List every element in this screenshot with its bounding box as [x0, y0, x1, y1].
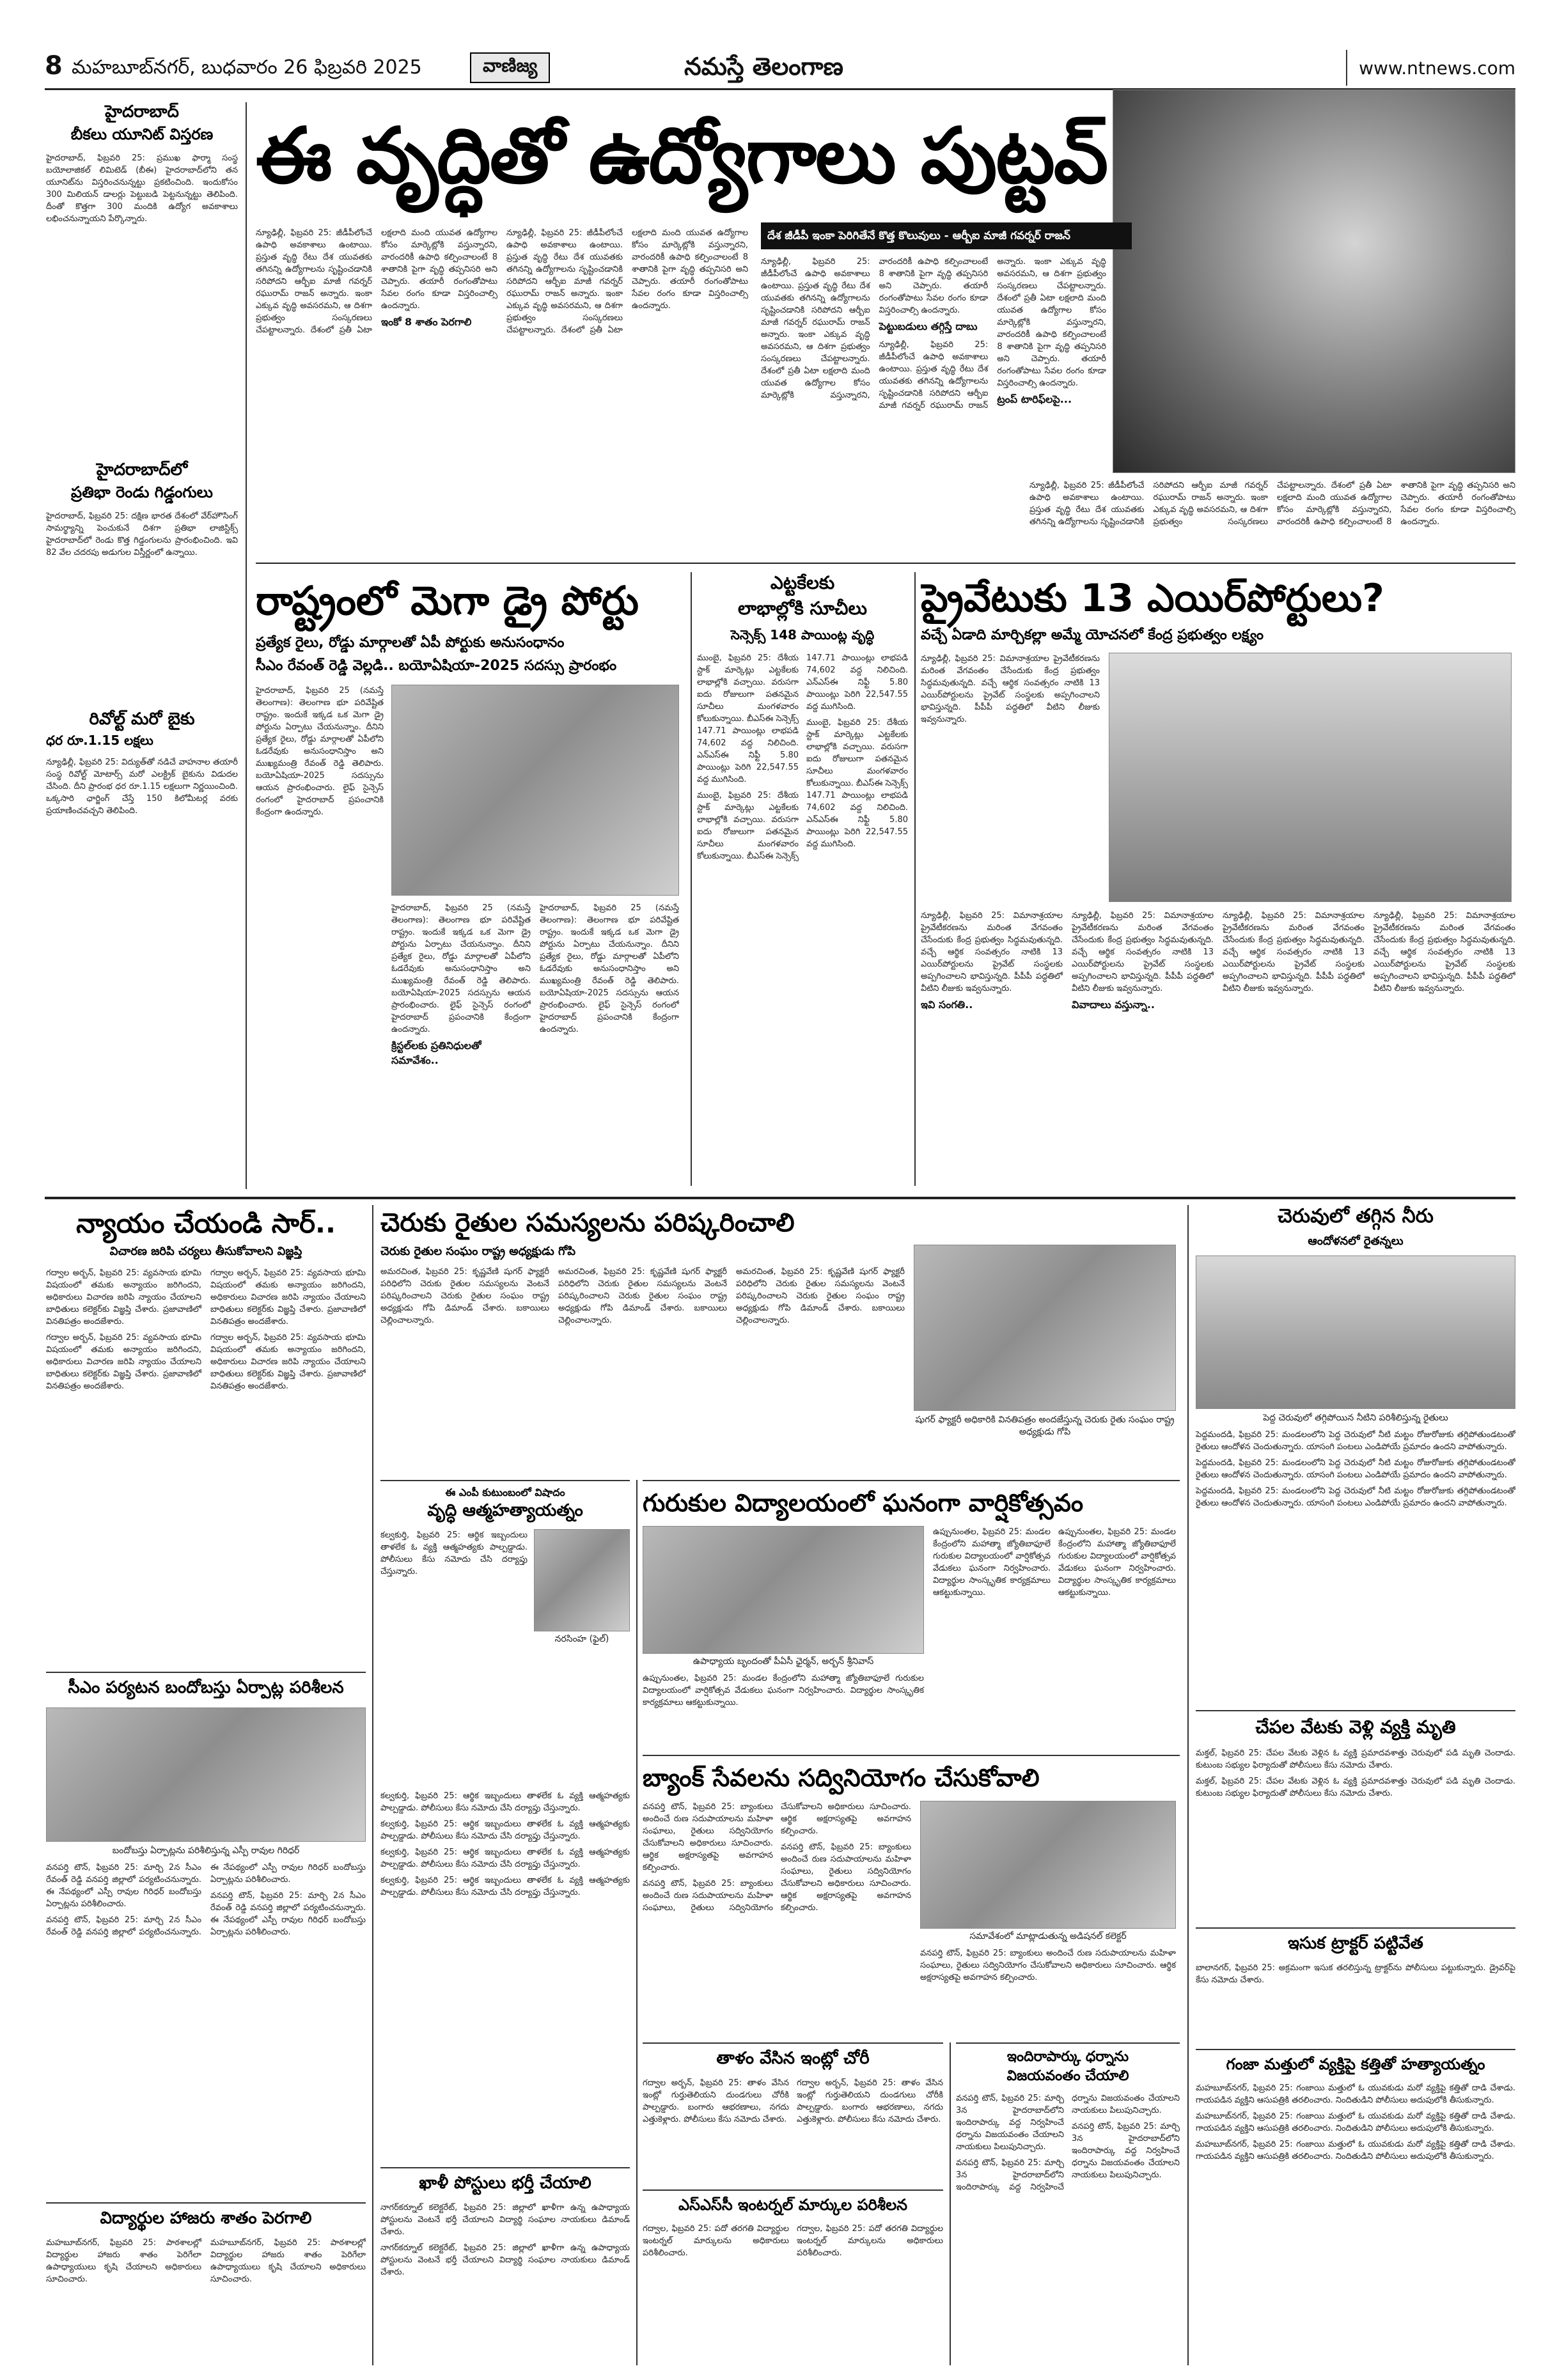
khali-headline: ఖాళీ పోస్టులు భర్తీ చేయాలి — [419, 2174, 591, 2193]
ganja-body: మహబూబ్‌నగర్, ఫిబ్రవరి 25: గంజాయి మత్తులో ఓ యువకుడు మరో వ్యక్తిపై కత్తితో దాడి చేశాడు. గాయపడిన వ్యక్తిని ఆసుపత్రికి తరలించారు. నిందితుడిని పోలీసులు అదుపులోకి తీసుకున్నారు. — [1196, 2083, 1515, 2105]
lead-body-bottom — [1029, 479, 1515, 569]
suicide-body-2: కల్వకుర్తి, ఫిబ్రవరి 25: ఆర్థిక ఇబ్బందులు తాళలేక ఓ వ్యక్తి ఆత్మహత్యకు పాల్పడ్డాడు. పోలీసులు కేసు నమోదు చేసి దర్యాప్తు చేస్తున్నారు. — [380, 1791, 630, 1813]
pond-caption: పెద్ద చెరువులో తగ్గిపోయిన నీటిని పరిశీలిస్తున్న రైతులు — [1263, 1413, 1448, 1423]
sugarcane-photo — [914, 1245, 1176, 1411]
lead-deck-text: దేశ జీడీపీ ఇంకా పెరిగితేనే కొత్త కొలువులు - ఆర్బీఐ మాజీ గవర్నర్ రాజన్ — [767, 229, 1070, 242]
suicide-body-5: కల్వకుర్తి, ఫిబ్రవరి 25: ఆర్థిక ఇబ్బందులు తాళలేక ఓ వ్యక్తి ఆత్మహత్యకు పాల్పడ్డాడు. పోలీసులు కేసు నమోదు చేసి దర్యాప్తు చేస్తున్నారు. — [380, 1876, 630, 1897]
market-headline-3: సెన్సెక్స్ 148 పాయింట్ల వృద్ధి — [730, 627, 875, 642]
district-section-rule — [45, 1197, 1515, 1199]
police-inspection-photo — [46, 1707, 366, 1842]
khali-body: నాగర్‌కర్నూల్ కలెక్టరేట్, ఫిబ్రవరి 25: జిల్లాలో ఖాళీగా ఉన్న ఉపాధ్యాయ పోస్టులను వెంటనే భర్తీ చేయాలని విద్యార్థి సంఘాల నాయకులు డిమాండ్ చేశారు. — [380, 2203, 630, 2237]
airports-subhead-2: వివాదాలు వస్తున్నా.. — [1072, 999, 1155, 1011]
nyayam-deck: విచారణ జరిపి చర్యలు తీసుకోవాలని విజ్ఞప్తి — [109, 1245, 302, 1258]
raghuram-rajan-photo — [1113, 89, 1515, 473]
lead-body-text-3: న్యూఢిల్లీ, ఫిబ్రవరి 25: జీడీపీలోంచే ఉపాధి అవకాశాలు ఉంటాయి. ప్రస్తుత వృద్ధి రేటు దేశ యువతకు తగినన్ని ఉద్యోగాలను సృష్టించడానికి సరిపోదని ఆర్బీఐ మాజీ గవర్నర్ రఘురామ్ రాజన్ అన్నారు. ఇంకా ఎక్కువ వృద్ధి అవసరమని, ఆ దిశగా ప్రభుత్వం సంస్కరణలు చేపట్టాలన్నారు. దేశంలో ప్రతీ ఏటా లక్షలాది మంది యువత ఉద్యోగాల కోసం మార్కెట్లోకి వస్తున్నారని, వారందరికీ ఉపాధి కల్పించాలంటే 8 శాతానికి పైగా వృద్ధి తప్పనిసరి అని చెప్పారు. తయారీ రంగంతోపాటు సేవల రంగం కూడా విస్తరించాల్సి ఉందన్నారు. — [761, 257, 989, 400]
dry-port-subhead: క్రిస్టల్‌లకు ప్రతినిధులతో సమావేశం.. — [391, 1039, 481, 1066]
tractor-story — [1196, 1927, 1515, 2042]
sugarcane-deck: చెరుకు రైతుల సంఘం రాష్ట్ర అధ్యక్షుడు గోపి — [380, 1245, 576, 1258]
airports-body-5: న్యూఢిల్లీ, ఫిబ్రవరి 25: విమానాశ్రయాల ప్రైవేటీకరణను మరింత వేగవంతం చేసేందుకు కేంద్ర ప్రభుత్వం సిద్ధమవుతున్నది. వచ్చే ఆర్థిక సంవత్సరం నాటికి 13 ఎయిర్‌పోర్టులను ప్రైవేట్ సంస్థలకు అప్పగించాలని భావిస్తున్నది. పీపీపీ పద్ధతిలో వీటిని లీజుకు ఇవ్వనున్నారు. — [1373, 911, 1515, 993]
brief-headline: రివోల్ట్ మరో బైకు — [89, 710, 195, 729]
gurukul-caption: ఉపాధ్యాయ బృందంతో పీఏసీ ఛైర్మన్, అర్బన్ శ్రీనివాస్ — [692, 1656, 874, 1667]
cm-tour-body: వనపర్తి టౌన్, ఫిబ్రవరి 25: మార్చి 2న సీఎం రేవంత్ రెడ్డి వనపర్తి జిల్లాలో పర్యటించనున్నారు. ఈ నేపథ్యంలో ఎస్పీ రావుల గిరిధర్ బందోబస్తు ఏర్పాట్లను పరిశీలించారు. — [46, 1863, 201, 1909]
suicide-caption: నరసింహ (ఫైల్) — [554, 1634, 609, 1644]
cm-tour-body-2: వనపర్తి టౌన్, ఫిబ్రవరి 25: మార్చి 2న సీఎం రేవంత్ రెడ్డి వనపర్తి జిల్లాలో పర్యటించనున్నారు. ఈ నేపథ్యంలో ఎస్పీ రావుల గిరిధర్ బందోబస్తు ఏర్పాట్లను పరిశీలించారు. — [46, 1863, 366, 1937]
brief-subheadline: ధర రూ.1.15 లక్షలు — [46, 733, 153, 748]
brief-headline: హైదరాబాద్‌లో — [96, 460, 188, 479]
brief-body: హైదరాబాద్, ఫిబ్రవరి 25: ప్రముఖ ఫార్మా సంస్థ బయోలాజికల్ లిమిటెడ్ (బీఈ) హైదరాబాద్‌లోని తన యూనిట్‌ను విస్తరించనున్నట్టు ప్రకటించింది. ఇందుకోసం 300 మిలియన్ డాలర్లు పెట్టుబడి పెట్టనున్నట్టు తెలిపింది. దీంతో కొత్తగా 300 మందికి ఉద్యోగ అవకాశాలు లభించనున్నాయని పేర్కొన్నారు. — [46, 153, 238, 224]
website-url: www.ntnews.com — [1359, 58, 1515, 79]
airports-body-2: న్యూఢిల్లీ, ఫిబ్రవరి 25: విమానాశ్రయాల ప్రైవేటీకరణను మరింత వేగవంతం చేసేందుకు కేంద్ర ప్రభుత్వం సిద్ధమవుతున్నది. వచ్చే ఆర్థిక సంవత్సరం నాటికి 13 ఎయిర్‌పోర్టులను ప్రైవేట్ సంస్థలకు అప్పగించాలని భావిస్తున్నది. పీపీపీ పద్ధతిలో వీటిని లీజుకు ఇవ్వనున్నారు. — [921, 911, 1063, 993]
sugarcane-body-2: అమరచింత, ఫిబ్రవరి 25: కృష్ణవేణి షుగర్ ఫ్యాక్టరీ పరిధిలోని చెరుకు రైతుల సమస్యలను వెంటనే పరిష్కరించాలని చెరుకు రైతుల సంఘం రాష్ట్ర అధ్యక్షుడు గోపి డిమాండ్ చేశారు. బకాయిలు చెల్లించాలన్నారు. — [558, 1267, 727, 1325]
suicide-story — [380, 1480, 630, 1787]
bank-body-4: వనపర్తి టౌన్, ఫిబ్రవరి 25: బ్యాంకులు అందించే రుణ సదుపాయాలను మహిళా సంఘాలు, రైతులు సద్వినియోగం చేసుకోవాలని అధికారులు సూచించారు. ఆర్థిక అక్షరాస్యతపై అవగాహన కల్పించారు. — [920, 1948, 1176, 1982]
bank-meeting-photo — [920, 1801, 1176, 1929]
dharna-headline-1: ఇందిరాపార్కు ధర్నాను — [1006, 2049, 1129, 2065]
dry-port-deck-2: సీఎం రేవంత్ రెడ్డి వెల్లడి.. బయోఏషియా-2025 సదస్సు ప్రారంభం — [256, 658, 617, 674]
students-headline: విద్యార్థుల హాజరు శాతం పెరగాలి — [100, 2209, 312, 2228]
ganja-headline: గంజా మత్తులో వ్యక్తిపై కత్తితో హత్యాయత్నం — [1226, 2055, 1485, 2073]
brief-subheadline: ప్రతిభా రెండు గిడ్డంగులు — [71, 483, 213, 501]
death-headline: చేపల వేటకు వెళ్లి వ్యక్తి మృతి — [1255, 1716, 1456, 1738]
section-label: వాణిజ్య — [470, 52, 550, 83]
ganja-body-2: మహబూబ్‌నగర్, ఫిబ్రవరి 25: గంజాయి మత్తులో ఓ యువకుడు మరో వ్యక్తిపై కత్తితో దాడి చేశాడు. గాయపడిన వ్యక్తిని ఆసుపత్రికి తరలించారు. నిందితుడిని పోలీసులు అదుపులోకి తీసుకున్నారు. — [1196, 2112, 1515, 2133]
nyayam-body-2: గద్వాల అర్బన్, ఫిబ్రవరి 25: వ్యవసాయ భూమి విషయంలో తమకు అన్యాయం జరిగిందని, అధికారులు విచారణ జరిపి న్యాయం చేయాలని బాధితులు కలెక్టర్‌కు విజ్ఞప్తి చేశారు. ప్రజావాణిలో వినతిపత్రం అందజేశారు. — [46, 1333, 201, 1391]
dharna-body-3: వనపర్తి టౌన్, ఫిబ్రవరి 25: మార్చి 3న హైదరాబాద్‌లోని ఇందిరాపార్కు వద్ద నిర్వహించే ధర్నాను విజయవంతం చేయాలని నాయకులు పిలుపునిచ్చారు. — [1072, 2122, 1180, 2180]
ssc-body-2: గద్వాల, ఫిబ్రవరి 25: పదో తరగతి విద్యార్థుల ఇంటర్నల్ మార్కులను అధికారులు పరిశీలించారు. — [797, 2224, 943, 2258]
nyayam-story — [46, 1205, 366, 1665]
khali-body-2: నాగర్‌కర్నూల్ కలెక్టరేట్, ఫిబ్రవరి 25: జిల్లాలో ఖాళీగా ఉన్న ఉపాధ్యాయ పోస్టులను వెంటనే భర్తీ చేయాలని విద్యార్థి సంఘాల నాయకులు డిమాండ్ చేశారు. — [380, 2243, 630, 2277]
pond-body-2: పెద్దమందడి, ఫిబ్రవరి 25: మండలంలోని పెద్ద చెరువులో నీటి మట్టం రోజురోజుకు తగ్గిపోతుండటంతో రైతులు ఆందోళన చెందుతున్నారు. యాసంగి పంటలు ఎండిపోయే ప్రమాదం ఉందని వాపోతున్నారు. — [1196, 1458, 1515, 1480]
masthead-divider — [1346, 50, 1347, 86]
suicide-body-3: కల్వకుర్తి, ఫిబ్రవరి 25: ఆర్థిక ఇబ్బందులు తాళలేక ఓ వ్యక్తి ఆత్మహత్యకు పాల్పడ్డాడు. పోలీసులు కేసు నమోదు చేసి దర్యాప్తు చేస్తున్నారు. — [380, 1819, 630, 1841]
gurukul-body: ఉప్పునుంతల, ఫిబ్రవరి 25: మండల కేంద్రంలోని మహాత్మా జ్యోతిబాఫూలే గురుకుల విద్యాలయంలో వార్షికోత్సవ వేడుకలు ఘనంగా నిర్వహించారు. విద్యార్థుల సాంస్కృతిక కార్యక్రమాలు ఆకట్టుకున్నాయి. — [643, 1674, 924, 1707]
ssc-story — [643, 2189, 943, 2365]
lead-body-text-4: న్యూఢిల్లీ, ఫిబ్రవరి 25: జీడీపీలోంచే ఉపాధి అవకాశాలు ఉంటాయి. ప్రస్తుత వృద్ధి రేటు దేశ యువతకు తగినన్ని ఉద్యోగాలను సృష్టించడానికి సరిపోదని ఆర్బీఐ మాజీ గవర్నర్ రఘురామ్ రాజన్ అన్నారు. ఇంకా ఎక్కువ వృద్ధి అవసరమని, ఆ దిశగా ప్రభుత్వం సంస్కరణలు చేపట్టాలన్నారు. దేశంలో ప్రతీ ఏటా లక్షలాది మంది యువత ఉద్యోగాల కోసం మార్కెట్లోకి వస్తున్నారని, వారందరికీ ఉపాధి కల్పించాలంటే 8 శాతానికి పైగా వృద్ధి తప్పనిసరి అని చెప్పారు. తయారీ రంగంతోపాటు సేవల రంగం కూడా విస్తరించాల్సి ఉందన్నారు. — [879, 257, 1106, 410]
lead-subhead-3: ట్రంప్ టారిఫ్‌లపై... — [997, 393, 1072, 405]
pond-body: పెద్దమందడి, ఫిబ్రవరి 25: మండలంలోని పెద్ద చెరువులో నీటి మట్టం రోజురోజుకు తగ్గిపోతుండటంతో రైతులు ఆందోళన చెందుతున్నారు. యాసంగి పంటలు ఎండిపోయే ప్రమాదం ఉందని వాపోతున్నారు. — [1196, 1430, 1515, 1452]
dharna-body-2: వనపర్తి టౌన్, ఫిబ్రవరి 25: మార్చి 3న హైదరాబాద్‌లోని ఇందిరాపార్కు వద్ద నిర్వహించే ధర్నాను విజయవంతం చేయాలని నాయకులు పిలుపునిచ్చారు. — [956, 2094, 1180, 2192]
market-story — [697, 572, 908, 1192]
death-story — [1196, 1710, 1515, 1921]
brief-subheadline: బీకలు యూనిట్ విస్తరణ — [70, 125, 214, 143]
lead-subhead-1: ఇంకో 8 శాతం పెరగాలి — [381, 316, 472, 328]
left-column-rule — [246, 102, 247, 1189]
bank-headline: బ్యాంక్ సేవలను సద్వినియోగం చేసుకోవాలి — [643, 1764, 1040, 1792]
khali-story-continued — [380, 1790, 630, 2161]
district-col4-rule — [1187, 1205, 1189, 2365]
market-headline-1: ఎట్టకేలకు — [770, 572, 835, 593]
suicide-headline: వృద్ధి ఆత్మహత్యాయత్నం — [427, 1501, 583, 1520]
cm-tour-caption: బందోబస్తు ఏర్పాట్లను పరిశీలిస్తున్న ఎస్పీ రావుల గిరిధర్ — [112, 1846, 300, 1856]
tractor-headline: ఇసుక ట్రాక్టర్ పట్టివేత — [1288, 1934, 1423, 1953]
theft-story — [643, 2042, 943, 2183]
theft-body: గద్వాల అర్బన్, ఫిబ్రవరి 25: తాళం వేసిన ఇంట్లో గుర్తుతెలియని దుండగులు చోరీకి పాల్పడ్డారు. బంగారు ఆభరణాలు, నగదు ఎత్తుకెళ్లారు. పోలీసులు కేసు నమోదు చేశారు. — [643, 2078, 789, 2124]
gurukul-headline: గురుకుల విద్యాలయంలో ఘనంగా వార్షికోత్సవం — [643, 1489, 1084, 1517]
nyayam-headline: న్యాయం చేయండి సార్.. — [76, 1208, 336, 1239]
airports-headline: ప్రైవేటుకు 13 ఎయిర్‌పోర్టులు? — [921, 576, 1384, 621]
dharna-headline-2: విజయవంతం చేయాలి — [1006, 2068, 1129, 2084]
cm-tour-body-3: వనపర్తి టౌన్, ఫిబ్రవరి 25: మార్చి 2న సీఎం రేవంత్ రెడ్డి వనపర్తి జిల్లాలో పర్యటించనున్నారు. ఈ నేపథ్యంలో ఎస్పీ రావుల గిరిధర్ బందోబస్తు ఏర్పాట్లను పరిశీలించారు. — [210, 1891, 366, 1937]
theft-body-2: గద్వాల అర్బన్, ఫిబ్రవరి 25: తాళం వేసిన ఇంట్లో గుర్తుతెలియని దుండగులు చోరీకి పాల్పడ్డారు. బంగారు ఆభరణాలు, నగదు ఎత్తుకెళ్లారు. పోలీసులు కేసు నమోదు చేశారు. — [797, 2078, 943, 2124]
suicide-tag: ఈ ఎంపీ కుటుంబంలో విషాదం — [445, 1486, 565, 1498]
gurukul-body-3: ఉప్పునుంతల, ఫిబ్రవరి 25: మండల కేంద్రంలోని మహాత్మా జ్యోతిబాఫూలే గురుకుల విద్యాలయంలో వార్షికోత్సవ వేడుకలు ఘనంగా నిర్వహించారు. విద్యార్థుల సాంస్కృతిక కార్యక్రమాలు ఆకట్టుకున్నాయి. — [1058, 1527, 1176, 1598]
brief-body: న్యూఢిల్లీ, ఫిబ్రవరి 25: విద్యుత్‌తో నడిచే వాహనాల తయారీ సంస్థ రివోల్ట్ మోటార్స్ మరో ఎలక్ట్రిక్ బైకును విడుదల చేసింది. దీని ప్రారంభ ధర రూ.1.15 లక్షలుగా నిర్ణయించింది. ఒక్కసారి ఛార్జింగ్ చేస్తే 150 కిలోమీటర్ల వరకు ప్రయాణించవచ్చని తెలిపింది. — [46, 758, 238, 816]
brief-headline: హైదరాబాద్ — [105, 102, 179, 121]
lead-body-right — [761, 256, 1106, 486]
market-body-3: ముంబై, ఫిబ్రవరి 25: దేశీయ స్టాక్ మార్కెట్లు ఎట్టకేలకు లాభాల్లోకి వచ్చాయి. వరుసగా ఐదు రోజులుగా పతనమైన సూచీలు మంగళవారం కోలుకున్నాయి. బీఎస్‌ఈ సెన్సెక్స్ 147.71 పాయింట్లు లాభపడి 74,602 వద్ద నిలిచింది. ఎన్‌ఎస్‌ఈ నిఫ్టీ 5.80 పాయింట్లు పెరిగి 22,547.55 వద్ద ముగిసింది. — [806, 718, 908, 849]
sugarcane-body: అమరచింత, ఫిబ్రవరి 25: కృష్ణవేణి షుగర్ ఫ్యాక్టరీ పరిధిలోని చెరుకు రైతుల సమస్యలను వెంటనే పరిష్కరించాలని చెరుకు రైతుల సంఘం రాష్ట్ర అధ్యక్షుడు గోపి డిమాండ్ చేశారు. బకాయిలు చెల్లించాలన్నారు. — [380, 1267, 549, 1325]
airports-body: న్యూఢిల్లీ, ఫిబ్రవరి 25: విమానాశ్రయాల ప్రైవేటీకరణను మరింత వేగవంతం చేసేందుకు కేంద్ర ప్రభుత్వం సిద్ధమవుతున్నది. వచ్చే ఆర్థిక సంవత్సరం నాటికి 13 ఎయిర్‌పోర్టులను ప్రైవేట్ సంస్థలకు అప్పగించాలని భావిస్తున్నది. పీపీపీ పద్ధతిలో వీటిని లీజుకు ఇవ్వనున్నారు. — [921, 654, 1100, 724]
market-body-2: ముంబై, ఫిబ్రవరి 25: దేశీయ స్టాక్ మార్కెట్లు ఎట్టకేలకు లాభాల్లోకి వచ్చాయి. వరుసగా ఐదు రోజులుగా పతనమైన సూచీలు మంగళవారం కోలుకున్నాయి. బీఎస్‌ఈ సెన్సెక్స్ 147.71 పాయింట్లు లాభపడి 74,602 వద్ద నిలిచింది. ఎన్‌ఎస్‌ఈ నిఫ్టీ 5.80 పాయింట్లు పెరిగి 22,547.55 వద్ద ముగిసింది. — [697, 653, 908, 861]
students-story — [46, 2202, 366, 2362]
tractor-body: బాలానగర్, ఫిబ్రవరి 25: అక్రమంగా ఇసుక తరలిస్తున్న ట్రాక్టర్‌ను పోలీసులు పట్టుకున్నారు. డ్రైవర్‌పై కేసు నమోదు చేశారు. — [1196, 1963, 1515, 1985]
lead-subhead-2: పెట్టుబడులు తగ్గిస్తే దాబు — [879, 320, 978, 332]
brief-body: హైదరాబాద్, ఫిబ్రవరి 25: దక్షిణ భారత దేశంలో వేర్‌హౌసింగ్ సామర్థ్యాన్ని పెంచుకునే దిశగా ప్రతిభా లాజిస్టిక్స్ హైదరాబాద్‌లో రెండు కొత్త గిడ్డంగులను ప్రారంభించింది. ఇవి 82 వేల చదరపు అడుగుల విస్తీర్ణంలో ఉన్నాయి. — [46, 511, 238, 557]
bank-body-2: వనపర్తి టౌన్, ఫిబ్రవరి 25: బ్యాంకులు అందించే రుణ సదుపాయాలను మహిళా సంఘాలు, రైతులు సద్వినియోగం చేసుకోవాలని అధికారులు సూచించారు. ఆర్థిక అక్షరాస్యతపై అవగాహన కల్పించారు. — [643, 1802, 911, 1913]
airplanes-photo — [1109, 653, 1512, 902]
airports-subhead-1: ఇవి సంగతి.. — [921, 999, 973, 1011]
gurukul-group-photo — [643, 1526, 924, 1654]
airports-body-4: న్యూఢిల్లీ, ఫిబ్రవరి 25: విమానాశ్రయాల ప్రైవేటీకరణను మరింత వేగవంతం చేసేందుకు కేంద్ర ప్రభుత్వం సిద్ధమవుతున్నది. వచ్చే ఆర్థిక సంవత్సరం నాటికి 13 ఎయిర్‌పోర్టులను ప్రైవేట్ సంస్థలకు అప్పగించాలని భావిస్తున్నది. పీపీపీ పద్ధతిలో వీటిని లీజుకు ఇవ్వనున్నారు. — [1223, 911, 1365, 993]
airport-divider — [914, 572, 916, 1186]
pond-body-3: పెద్దమందడి, ఫిబ్రవరి 25: మండలంలోని పెద్ద చెరువులో నీటి మట్టం రోజురోజుకు తగ్గిపోతుండటంతో రైతులు ఆందోళన చెందుతున్నారు. యాసంగి పంటలు ఎండిపోయే ప్రమాదం ఉందని వాపోతున్నారు. — [1196, 1486, 1515, 1508]
dharna-body: వనపర్తి టౌన్, ఫిబ్రవరి 25: మార్చి 3న హైదరాబాద్‌లోని ఇందిరాపార్కు వద్ద నిర్వహించే ధర్నాను విజయవంతం చేయాలని నాయకులు పిలుపునిచ్చారు. — [956, 2094, 1064, 2152]
theft-headline: తాళం వేసిన ఇంట్లో చోరీ — [716, 2049, 870, 2068]
newspaper-name: నమస్తే తెలంగాణ — [684, 52, 843, 81]
dry-port-body-2: హైదరాబాద్, ఫిబ్రవరి 25 (నమస్తే తెలంగాణ): తెలంగాణ భూ పరివేష్టిత రాష్ట్రం. ఇందుకే ఇక్కడ ఒక మెగా డ్రై పోర్టును ఏర్పాటు చేయనున్నాం. దీనిని ప్రత్యేక రైలు, రోడ్డు మార్గాలతో ఏపీలోని ఓడరేవుకు అనుసంధానిస్తాం అని ముఖ్యమంత్రి రేవంత్ రెడ్డి తెలిపారు. బయోఏషియా-2025 సదస్సును ఆయన ప్రారంభించారు. లైఫ్ సైన్సెస్ రంగంలో హైదరాబాద్ ప్రపంచానికి కేంద్రంగా ఉందన్నారు. — [391, 903, 531, 1034]
masthead — [45, 50, 1515, 88]
sugarcane-headline: చెరుకు రైతుల సమస్యలను పరిష్కరించాలి — [380, 1208, 795, 1238]
airports-deck: వచ్చే ఏడాది మార్చికల్లా అమ్మే యోచనలో కేంద్ర ప్రభుత్వం లక్ష్యం — [921, 627, 1264, 643]
market-body: ముంబై, ఫిబ్రవరి 25: దేశీయ స్టాక్ మార్కెట్లు ఎట్టకేలకు లాభాల్లోకి వచ్చాయి. వరుసగా ఐదు రోజులుగా పతనమైన సూచీలు మంగళవారం కోలుకున్నాయి. బీఎస్‌ఈ సెన్సెక్స్ 147.71 పాయింట్లు లాభపడి 74,602 వద్ద నిలిచింది. ఎన్‌ఎస్‌ఈ నిఫ్టీ 5.80 పాయింట్లు పెరిగి 22,547.55 వద్ద ముగిసింది. — [697, 653, 799, 784]
pond-headline: చెరువులో తగ్గిన నీరు — [1278, 1205, 1434, 1227]
pond-photo — [1196, 1256, 1515, 1409]
nyayam-body: గద్వాల అర్బన్, ఫిబ్రవరి 25: వ్యవసాయ భూమి విషయంలో తమకు అన్యాయం జరిగిందని, అధికారులు విచారణ జరిపి న్యాయం చేయాలని బాధితులు కలెక్టర్‌కు విజ్ఞప్తి చేశారు. ప్రజావాణిలో వినతిపత్రం అందజేశారు. — [46, 1268, 201, 1326]
lead-body-text-2: న్యూఢిల్లీ, ఫిబ్రవరి 25: జీడీపీలోంచే ఉపాధి అవకాశాలు ఉంటాయి. ప్రస్తుత వృద్ధి రేటు దేశ యువతకు తగినన్ని ఉద్యోగాలను సృష్టించడానికి సరిపోదని ఆర్బీఐ మాజీ గవర్నర్ రఘురామ్ రాజన్ అన్నారు. ఇంకా ఎక్కువ వృద్ధి అవసరమని, ఆ దిశగా ప్రభుత్వం సంస్కరణలు చేపట్టాలన్నారు. దేశంలో ప్రతీ ఏటా లక్షలాది మంది యువత ఉద్యోగాల కోసం మార్కెట్లోకి వస్తున్నారని, వారందరికీ ఉపాధి కల్పించాలంటే 8 శాతానికి పైగా వృద్ధి తప్పనిసరి అని చెప్పారు. తయారీ రంగంతోపాటు సేవల రంగం కూడా విస్తరించాల్సి ఉందన్నారు. — [506, 228, 748, 335]
page-number: 8 — [45, 51, 63, 81]
dry-port-body: హైదరాబాద్, ఫిబ్రవరి 25 (నమస్తే తెలంగాణ): తెలంగాణ భూ పరివేష్టిత రాష్ట్రం. ఇందుకే ఇక్కడ ఒక మెగా డ్రై పోర్టును ఏర్పాటు చేయనున్నాం. దీనిని ప్రత్యేక రైలు, రోడ్డు మార్గాలతో ఏపీలోని ఓడరేవుకు అనుసంధానిస్తాం అని ముఖ్యమంత్రి రేవంత్ రెడ్డి తెలిపారు. బయోఏషియా-2025 సదస్సును ఆయన ప్రారంభించారు. లైఫ్ సైన్సెస్ రంగంలో హైదరాబాద్ ప్రపంచానికి కేంద్రంగా ఉందన్నారు. — [256, 686, 384, 817]
bank-body-3: వనపర్తి టౌన్, ఫిబ్రవరి 25: బ్యాంకులు అందించే రుణ సదుపాయాలను మహిళా సంఘాలు, రైతులు సద్వినియోగం చేసుకోవాలని అధికారులు సూచించారు. ఆర్థిక అక్షరాస్యతపై అవగాహన కల్పించారు. — [781, 1842, 911, 1913]
lead-headline-text: ఈ వృద్ధితో ఉద్యోగాలు పుట్టవ్ — [256, 112, 1107, 201]
cm-bioasia-photo — [391, 685, 679, 896]
khali-story — [380, 2167, 630, 2365]
cm-tour-story — [46, 1672, 366, 2196]
suicide-body-4: కల్వకుర్తి, ఫిబ్రవరి 25: ఆర్థిక ఇబ్బందులు తాళలేక ఓ వ్యక్తి ఆత్మహత్యకు పాల్పడ్డాడు. పోలీసులు కేసు నమోదు చేసి దర్యాప్తు చేస్తున్నారు. — [380, 1847, 630, 1869]
dry-port-deck-1: ప్రత్యేక రైలు, రోడ్డు మార్గాలతో ఏపీ పోర్టుకు అనుసంధానం — [256, 635, 565, 651]
dry-port-body-3: హైదరాబాద్, ఫిబ్రవరి 25 (నమస్తే తెలంగాణ): తెలంగాణ భూ పరివేష్టిత రాష్ట్రం. ఇందుకే ఇక్కడ ఒక మెగా డ్రై పోర్టును ఏర్పాటు చేయనున్నాం. దీనిని ప్రత్యేక రైలు, రోడ్డు మార్గాలతో ఏపీలోని ఓడరేవుకు అనుసంధానిస్తాం అని ముఖ్యమంత్రి రేవంత్ రెడ్డి తెలిపారు. బయోఏషియా-2025 సదస్సును ఆయన ప్రారంభించారు. లైఫ్ సైన్సెస్ రంగంలో హైదరాబాద్ ప్రపంచానికి కేంద్రంగా ఉందన్నారు. — [540, 903, 679, 1034]
ganja-story — [1196, 2049, 1515, 2365]
bank-body: వనపర్తి టౌన్, ఫిబ్రవరి 25: బ్యాంకులు అందించే రుణ సదుపాయాలను మహిళా సంఘాలు, రైతులు సద్వినియోగం చేసుకోవాలని అధికారులు సూచించారు. ఆర్థిక అక్షరాస్యతపై అవగాహన కల్పించారు. — [643, 1802, 773, 1872]
dry-port-story — [256, 572, 684, 1192]
sugarcane-body-3: అమరచింత, ఫిబ్రవరి 25: కృష్ణవేణి షుగర్ ఫ్యాక్టరీ పరిధిలోని చెరుకు రైతుల సమస్యలను వెంటనే పరిష్కరించాలని చెరుకు రైతుల సంఘం రాష్ట్ర అధ్యక్షుడు గోపి డిమాండ్ చేశారు. బకాయిలు చెల్లించాలన్నారు. — [736, 1267, 905, 1325]
ganja-body-3: మహబూబ్‌నగర్, ఫిబ్రవరి 25: గంజాయి మత్తులో ఓ యువకుడు మరో వ్యక్తిపై కత్తితో దాడి చేశాడు. గాయపడిన వ్యక్తిని ఆసుపత్రికి తరలించారు. నిందితుడిని పోలీసులు అదుపులోకి తీసుకున్నారు. — [1196, 2140, 1515, 2161]
nyayam-body-4: గద్వాల అర్బన్, ఫిబ్రవరి 25: వ్యవసాయ భూమి విషయంలో తమకు అన్యాయం జరిగిందని, అధికారులు విచారణ జరిపి న్యాయం చేయాలని బాధితులు కలెక్టర్‌కు విజ్ఞప్తి చేశారు. ప్రజావాణిలో వినతిపత్రం అందజేశారు. — [210, 1333, 366, 1391]
death-body: మక్తల్, ఫిబ్రవరి 25: చేపల వేటకు వెళ్లిన ఓ వ్యక్తి ప్రమాదవశాత్తు చెరువులో పడి మృతి చెందాడు. కుటుంబ సభ్యుల ఫిర్యాదుతో పోలీసులు కేసు నమోదు చేశారు. — [1196, 1748, 1515, 1770]
narasimha-photo — [534, 1529, 630, 1631]
gurukul-body-2: ఉప్పునుంతల, ఫిబ్రవరి 25: మండల కేంద్రంలోని మహాత్మా జ్యోతిబాఫూలే గురుకుల విద్యాలయంలో వార్షికోత్సవ వేడుకలు ఘనంగా నిర్వహించారు. విద్యార్థుల సాంస్కృతిక కార్యక్రమాలు ఆకట్టుకున్నాయి. — [933, 1527, 1051, 1598]
dry-port-headline: రాష్ట్రంలో మెగా డ్రై పోర్టు — [256, 577, 639, 624]
ssc-headline: ఎస్ఎస్‌సీ ఇంటర్నల్ మార్కుల పరిశీలన — [678, 2196, 907, 2214]
district-col2-rule — [636, 1480, 638, 2365]
left-briefs-column — [46, 102, 238, 1192]
gurukul-story — [643, 1480, 1180, 1748]
district-col3-rule — [950, 2042, 951, 2365]
lead-body — [256, 227, 748, 483]
brief-item — [46, 102, 238, 460]
pond-story — [1196, 1205, 1515, 1704]
bank-story — [643, 1755, 1180, 2036]
brief-item — [46, 460, 238, 710]
brief-item — [46, 710, 238, 1183]
bank-caption: సమావేశంలో మాట్లాడుతున్న అడిషనల్ కలెక్టర్ — [969, 1931, 1127, 1941]
dateline: మహబూబ్‌నగర్, బుధవారం 26 ఫిబ్రవరి 2025 — [72, 56, 422, 79]
market-headline-2: లాభాల్లోకి సూచీలు — [738, 598, 867, 619]
suicide-body: కల్వకుర్తి, ఫిబ్రవరి 25: ఆర్థిక ఇబ్బందులు తాళలేక ఓ వ్యక్తి ఆత్మహత్యకు పాల్పడ్డాడు. పోలీసులు కేసు నమోదు చేసి దర్యాప్తు చేస్తున్నారు. — [380, 1530, 528, 1576]
sugarcane-caption: షుగర్ ఫ్యాక్టరీ అధికారికి వినతిపత్రం అందజేస్తున్న చెరుకు రైతు సంఘం రాష్ట్ర అధ్యక్షుడు గోపి — [915, 1415, 1175, 1437]
nyayam-body-3: గద్వాల అర్బన్, ఫిబ్రవరి 25: వ్యవసాయ భూమి విషయంలో తమకు అన్యాయం జరిగిందని, అధికారులు విచారణ జరిపి న్యాయం చేయాలని బాధితులు కలెక్టర్‌కు విజ్ఞప్తి చేశారు. ప్రజావాణిలో వినతిపత్రం అందజేశారు. — [210, 1268, 366, 1326]
airports-story — [921, 572, 1515, 1192]
cm-tour-headline: సీఎం పర్యటన బందోబస్తు ఏర్పాట్ల పరిశీలన — [68, 1678, 344, 1697]
airports-body-3: న్యూఢిల్లీ, ఫిబ్రవరి 25: విమానాశ్రయాల ప్రైవేటీకరణను మరింత వేగవంతం చేసేందుకు కేంద్ర ప్రభుత్వం సిద్ధమవుతున్నది. వచ్చే ఆర్థిక సంవత్సరం నాటికి 13 ఎయిర్‌పోర్టులను ప్రైవేట్ సంస్థలకు అప్పగించాలని భావిస్తున్నది. పీపీపీ పద్ధతిలో వీటిని లీజుకు ఇవ్వనున్నారు. — [1072, 911, 1214, 993]
lead-body-text: న్యూఢిల్లీ, ఫిబ్రవరి 25: జీడీపీలోంచే ఉపాధి అవకాశాలు ఉంటాయి. ప్రస్తుత వృద్ధి రేటు దేశ యువతకు తగినన్ని ఉద్యోగాలను సృష్టించడానికి సరిపోదని ఆర్బీఐ మాజీ గవర్నర్ రఘురామ్ రాజన్ అన్నారు. ఇంకా ఎక్కువ వృద్ధి అవసరమని, ఆ దిశగా ప్రభుత్వం సంస్కరణలు చేపట్టాలన్నారు. దేశంలో ప్రతీ ఏటా లక్షలాది మంది యువత ఉద్యోగాల కోసం మార్కెట్లోకి వస్తున్నారని, వారందరికీ ఉపాధి కల్పించాలంటే 8 శాతానికి పైగా వృద్ధి తప్పనిసరి అని చెప్పారు. తయారీ రంగంతోపాటు సేవల రంగం కూడా విస్తరించాల్సి ఉందన్నారు. — [256, 228, 497, 335]
lead-body-text-5: న్యూఢిల్లీ, ఫిబ్రవరి 25: జీడీపీలోంచే ఉపాధి అవకాశాలు ఉంటాయి. ప్రస్తుత వృద్ధి రేటు దేశ యువతకు తగినన్ని ఉద్యోగాలను సృష్టించడానికి సరిపోదని ఆర్బీఐ మాజీ గవర్నర్ రఘురామ్ రాజన్ అన్నారు. ఇంకా ఎక్కువ వృద్ధి అవసరమని, ఆ దిశగా ప్రభుత్వం సంస్కరణలు చేపట్టాలన్నారు. దేశంలో ప్రతీ ఏటా లక్షలాది మంది యువత ఉద్యోగాల కోసం మార్కెట్లోకి వస్తున్నారని, వారందరికీ ఉపాధి కల్పించాలంటే 8 శాతానికి పైగా వృద్ధి తప్పనిసరి అని చెప్పారు. తయారీ రంగంతోపాటు సేవల రంగం కూడా విస్తరించాల్సి ఉందన్నారు. — [1029, 481, 1515, 527]
dharna-story — [956, 2042, 1180, 2365]
students-body: మహబూబ్‌నగర్, ఫిబ్రవరి 25: పాఠశాలల్లో విద్యార్థుల హాజరు శాతం పెరిగేలా ఉపాధ్యాయులు కృషి చేయాలని అధికారులు సూచించారు. — [46, 2238, 201, 2284]
death-body-2: మక్తల్, ఫిబ్రవరి 25: చేపల వేటకు వెళ్లిన ఓ వ్యక్తి ప్రమాదవశాత్తు చెరువులో పడి మృతి చెందాడు. కుటుంబ సభ్యుల ఫిర్యాదుతో పోలీసులు కేసు నమోదు చేశారు. — [1196, 1777, 1515, 1798]
ssc-body: గద్వాల, ఫిబ్రవరి 25: పదో తరగతి విద్యార్థుల ఇంటర్నల్ మార్కులను అధికారులు పరిశీలించారు. — [643, 2224, 789, 2258]
lead-deck-bar — [761, 222, 1132, 249]
pond-deck: ఆందోళనలో రైతన్నలు — [1308, 1234, 1404, 1248]
district-col1-rule — [372, 1205, 373, 2365]
students-body-2: మహబూబ్‌నగర్, ఫిబ్రవరి 25: పాఠశాలల్లో విద్యార్థుల హాజరు శాతం పెరిగేలా ఉపాధ్యాయులు కృషి చేయాలని అధికారులు సూచించారు. — [210, 2238, 366, 2284]
sugarcane-story — [380, 1205, 1180, 1474]
market-divider — [691, 572, 692, 1186]
lead-bottom-rule — [256, 563, 1515, 564]
